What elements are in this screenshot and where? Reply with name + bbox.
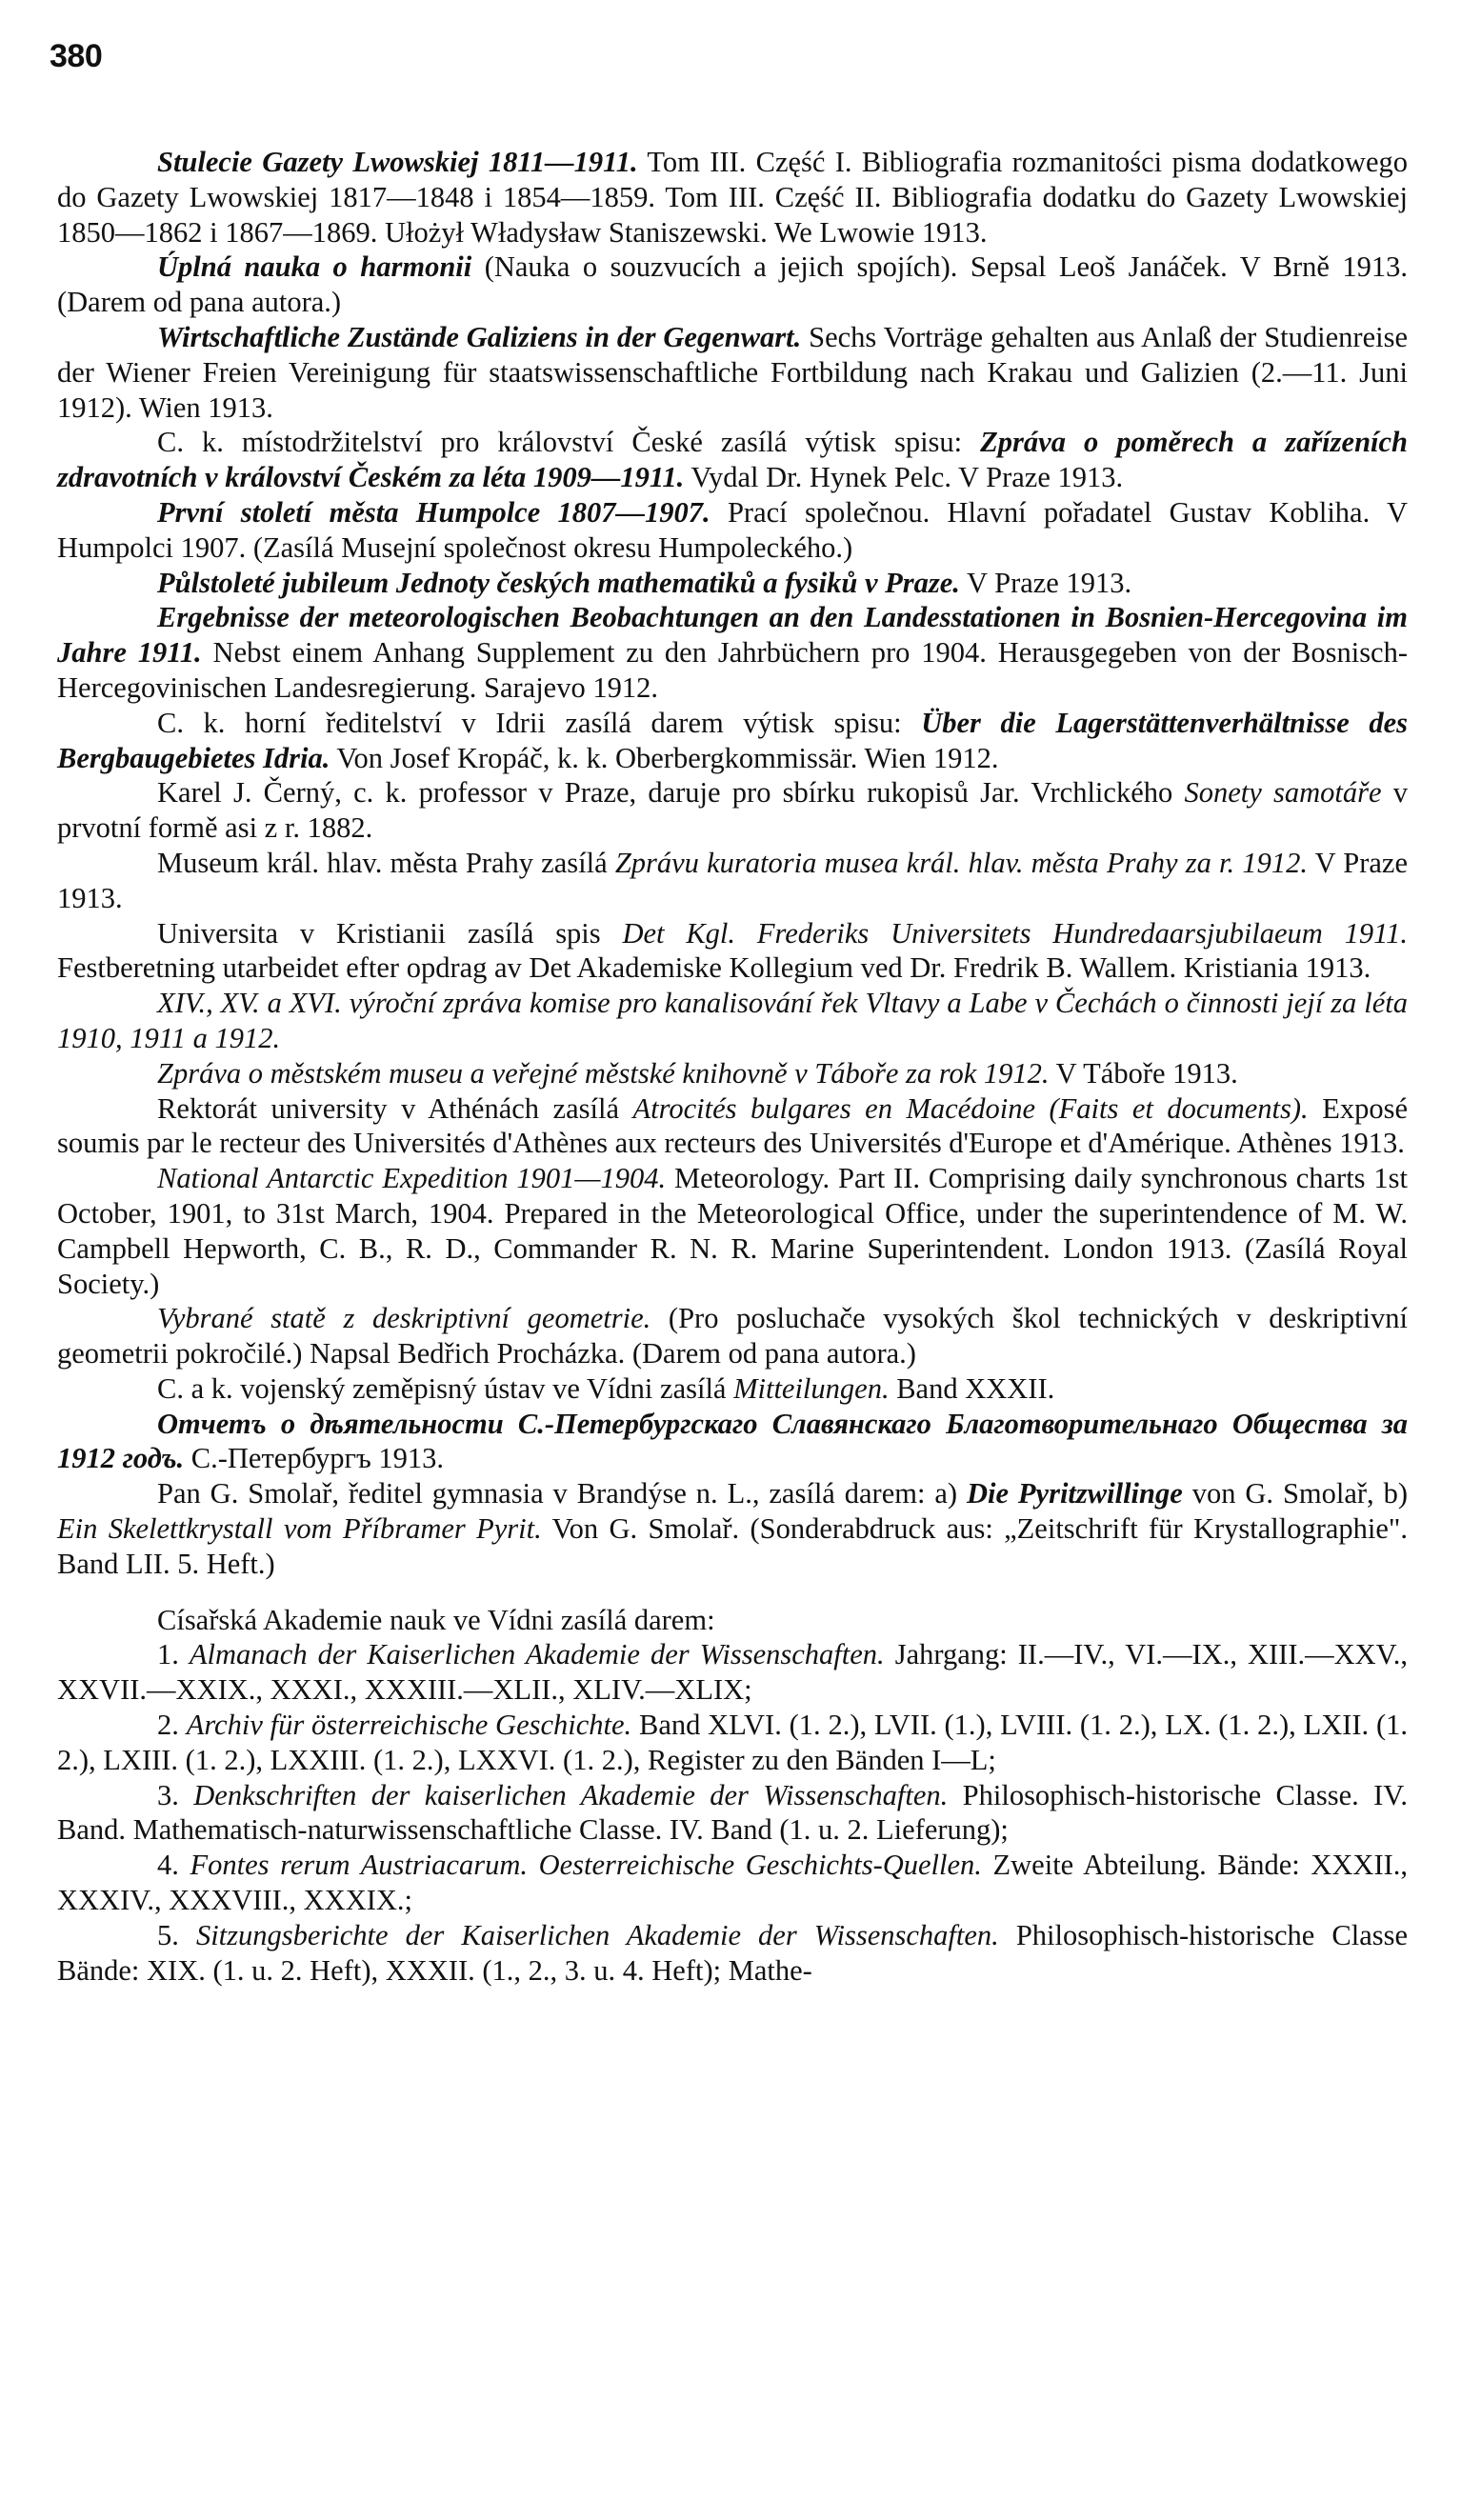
entry-title-text: Denkschriften der kaiserlichen Akademie der Wissenschaften. [193,1778,949,1811]
bibliography-entry [57,320,1408,425]
entry-title-text: Det Kgl. Frederiks Universitets Hundredaarsjubilaeum 1911. [622,916,1409,950]
entry-title-text: První století města Humpolce 1807—1907. [157,495,710,529]
bibliography-entry [57,1301,1408,1371]
entry-text: Karel J. Černý, c. k. professor v Praze, daruje pro sbírku rukopisů Jar. Vrchlického [157,776,1185,810]
bibliography-entry [57,706,1408,776]
entry-text: C. k. místodržitelství pro království České zasílá výtisk spisu: [157,426,981,459]
bibliography-entry [57,1371,1408,1407]
entry-text: 2. [157,1709,187,1742]
entry-title-text: Ein Skelettkrystall vom Příbramer Pyrit. [57,1512,542,1546]
entry-text: V Táboře 1913. [1049,1056,1238,1090]
entry-title-text: Fontes rerum Austriacarum. Oesterreichische Geschichts-Quellen. [190,1849,982,1882]
bibliography-entry [57,916,1408,987]
bibliography-entry [57,1778,1408,1849]
bibliography-entry [57,846,1408,916]
entry-title-text: Zpráva o poměrech a zařízeních zdravotních v království Českém za léta 1909—1911. [57,426,1408,494]
entry-text: Jahrgang: II.—IV., VI.—IX., XIII.—XXV., XXVII.—XXIX., XXXI., XXXIII.—XLII., XLIV.—XLIX; [57,1638,1409,1707]
bibliography-entry [57,1603,1408,1638]
entry-text: v prvotní formě asi z r. 1882. [57,776,1409,845]
entry-title-text: Sonety samotáře [1184,776,1382,810]
entry-title-text: Zpráva o městském museu a veřejné městské knihovně v Táboře za rok 1912. [157,1056,1050,1090]
bibliography-entry [57,1161,1408,1301]
entry-text: Zweite Abteilung. Bände: XXXII., XXXIV., XXXVIII., XXXIX.; [57,1849,1409,1917]
entry-text: Band XXXII. [889,1371,1055,1405]
bibliography-list [57,145,1408,1988]
entry-title-text: Úplná nauka o harmonii [157,250,472,284]
bibliography-entry [57,1848,1408,1918]
entry-text: Tom III. Część I. Bibliografia rozmanitości pisma dodatkowego do Gazety Lwowskiej 1817—1848 i 1854—1859. Tom III. Część II. Bibliografia dodatku do Gazety Lwowskiej 1850—1862 i 1867—1869. Ułożył Władysław Staniszewski. We Lwowie 1913. [57,146,1408,249]
bibliography-entry [57,495,1408,566]
bibliography-entry [57,1091,1408,1162]
entry-title-text: Archiv für österreichische Geschichte. [186,1709,632,1742]
entry-text: Philosophisch-historische Classe. IV. Band. Mathematisch-naturwissenschaftliche Classe. IV. Band (1. u. 2. Lieferung); [57,1778,1408,1847]
entry-text: Rektorát university v Athénách zasílá [157,1091,633,1125]
entry-title-text: Mitteilungen. [733,1371,890,1405]
entry-text: Pan G. Smolař, ředitel gymnasia v Brandýse n. L., zasílá darem: a) [157,1477,967,1510]
entry-text: С.-Петербургъ 1913. [184,1442,444,1475]
entry-text: Císařská Akademie nauk ve Vídni zasílá darem: [157,1603,715,1636]
entry-text: (Pro posluchače vysokých škol technických v deskriptivní geometrii pokročilé.) Napsal Bedřich Procházka. (Darem od pana autora.) [57,1302,1408,1370]
entry-title-text: XIV., XV. a XVI. výroční zpráva komise pro kanalisování řek Vltavy a Labe v Čechách o činnosti její za léta 1910, 1911 a 1912. [57,987,1408,1054]
entry-title-text: Über die Lagerstättenverhältnisse des Bergbaugebietes Idria. [57,706,1408,774]
bibliography-entry [57,566,1408,601]
entry-title-text: Půlstoleté jubileum Jednoty českých mathematiků a fysiků v Praze. [157,566,960,599]
entry-text: Vydal Dr. Hynek Pelc. V Praze 1913. [684,461,1124,494]
entry-title-text: Zprávu kuratoria musea král. hlav. města Prahy za r. 1912. [614,846,1308,879]
bibliography-entry [57,1708,1408,1778]
entry-text: Universita v Kristianii zasílá spis [157,916,623,950]
entry-text: Von G. Smolař. (Sonderabdruck aus: „Zeitschrift für Krystallographie". Band LII. 5. Heft.) [57,1512,1409,1580]
entry-title-text: Ergebnisse der meteorologischen Beobachtungen an den Landesstationen in Bosnien-Hercegovina im Jahre 1911. [57,601,1408,670]
bibliography-entry [57,425,1408,495]
entry-text: Prací společnou. Hlavní pořadatel Gustav Kobliha. V Humpolci 1907. (Zasílá Musejní společnost okresu Humpoleckého.) [57,495,1408,564]
bibliography-entry [57,1407,1408,1477]
entry-text: Festberetning utarbeidet efter opdrag av Det Akademiske Kollegium ved Dr. Fredrik B. Wallem. Kristiania 1913. [57,951,1371,985]
entry-text: Meteorology. Part II. Comprising daily synchronous charts 1st October, 1901, to 31st March, 1904. Prepared in the Meteorological Office, under the superintendence of M. W. Campbell Hepworth, C. B., R. D., Commander R. N. R. Marine Superintendent. London 1913. (Zasílá Royal Society.) [57,1162,1409,1300]
bibliography-entry [57,600,1408,705]
entry-title-text: Die Pyritzwillinge [966,1477,1183,1510]
entry-text: Band XLVI. (1. 2.), LVII. (1.), LVIII. (1. 2.), LX. (1. 2.), LXII. (1. 2.), LXIII. (1. 2.), LXXIII. (1. 2.), LXXVI. (1. 2.), Register zu den Bänden I—L; [57,1709,1408,1776]
entry-title-text: Sitzungsberichte der Kaiserlichen Akademie der Wissenschaften. [195,1918,999,1951]
entry-text: 3. [157,1778,194,1811]
entry-text: V Praze 1913. [57,846,1408,914]
bibliography-entry [57,986,1408,1056]
entry-text: (Nauka o souzvucích a jejich spojích). Sepsal Leoš Janáček. V Brně 1913. (Darem od pana autora.) [57,250,1409,319]
entry-text: C. a k. vojenský zeměpisný ústav ve Vídni zasílá [157,1371,734,1405]
entry-title-text: Atrocités bulgares en Macédoine (Faits et documents). [632,1091,1309,1125]
bibliography-entry [57,145,1408,250]
entry-title-text: Vybrané statě z deskriptivní geometrie. [157,1302,651,1335]
entry-text: 4. [157,1849,190,1882]
entry-text: 1. [157,1638,190,1671]
entry-text: Nebst einem Anhang Supplement zu den Jahrbüchern pro 1904. Herausgegeben von der Bosnisch-Hercegovinischen Landesregierung. Sarajevo 1912. [57,636,1409,704]
bibliography-entry [57,1056,1408,1091]
bibliography-entry [57,250,1408,320]
page-number: 380 [50,38,103,74]
entry-title-text: Wirtschaftliche Zustände Galiziens in der Gegenwart. [157,320,802,353]
bibliography-entry [57,1918,1408,1989]
entry-text: Museum král. hlav. města Prahy zasílá [157,846,615,879]
entry-text: Sechs Vorträge gehalten aus Anlaß der Studienreise der Wiener Freien Vereinigung für staatswissenschaftliche Fortbildung nach Krakau und Galizien (2.—11. Juni 1912). Wien 1913. [57,320,1408,424]
entry-text: von G. Smolař, b) [1182,1477,1408,1510]
entry-text: Von Josef Kropáč, k. k. Oberbergkommissär. Wien 1912. [330,741,999,774]
entry-text: C. k. horní ředitelství v Idrii zasílá darem výtisk spisu: [157,706,922,739]
entry-text: V Praze 1913. [959,566,1132,599]
bibliography-entry [57,775,1408,846]
entry-title-text: Almanach der Kaiserlichen Akademie der Wissenschaften. [189,1638,885,1671]
bibliography-entry [57,1637,1408,1708]
bibliography-entry [57,1476,1408,1581]
entry-title-text: National Antarctic Expedition 1901—1904. [157,1162,667,1195]
entry-text: 5. [157,1918,196,1951]
entry-text: Exposé soumis par le recteur des Universités d'Athènes aux recteurs des Universités d'Europe et d'Amérique. Athènes 1913. [57,1091,1408,1160]
entry-title-text: Stulecie Gazety Lwowskiej 1811—1911. [157,146,638,178]
entry-title-text: Отчетъ о дѣятельности С.-Петербургскаго Славянскаго Благотворительнаго Общества за 1912 годъ. [57,1407,1408,1475]
entry-text: Philosophisch-historische Classe Bände: XIX. (1. u. 2. Heft), XXXII. (1., 2., 3. u. 4. Heft); Mathe- [57,1918,1409,1987]
